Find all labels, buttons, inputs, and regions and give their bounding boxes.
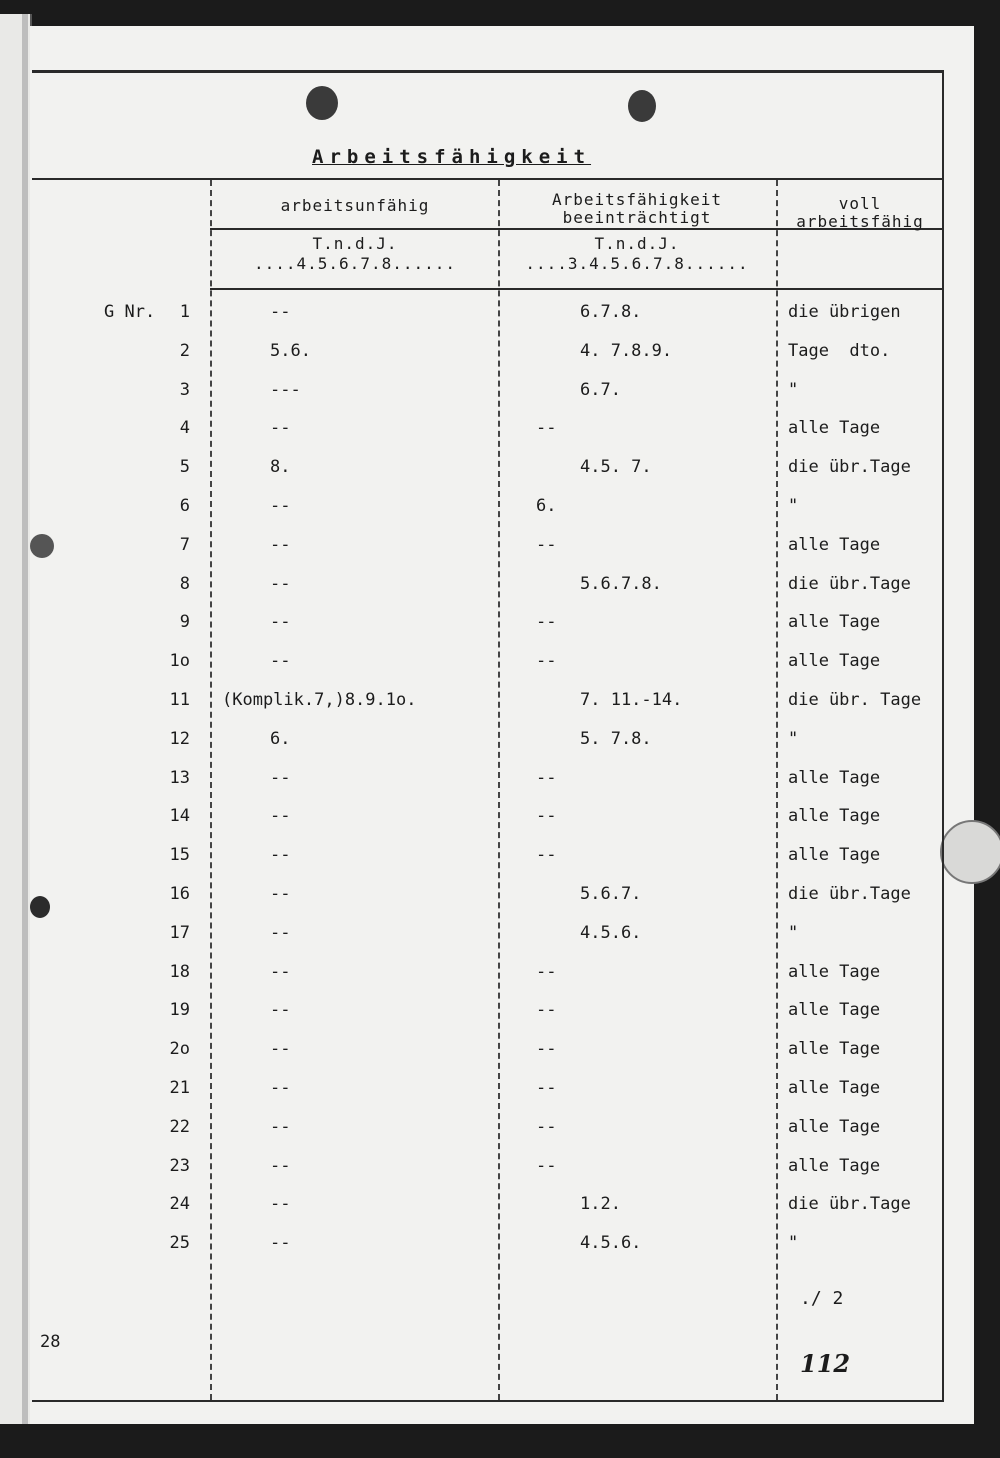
ink-blot-stamp-right: [628, 90, 656, 122]
row-number: 3: [179, 380, 190, 400]
cell-beeintraechtigt: --: [536, 768, 557, 788]
cell-arbeitsunfaehig: 6.: [270, 729, 291, 749]
cell-beeintraechtigt: 6.7.8.: [580, 302, 642, 322]
cell-beeintraechtigt: 6.: [536, 496, 557, 516]
subheader-col1-days: ....4.5.6.7.8......: [253, 254, 457, 273]
cell-beeintraechtigt: --: [536, 806, 557, 826]
cell-arbeitsunfaehig: 5.6.: [270, 341, 311, 361]
cell-beeintraechtigt: --: [536, 418, 557, 438]
row-number: 5: [179, 457, 190, 477]
subheader-col2-label: T.n.d.J.: [594, 234, 680, 253]
cell-voll-arbeitsfaehig: die übr.Tage: [788, 457, 911, 477]
cell-beeintraechtigt: --: [536, 651, 557, 671]
cell-voll-arbeitsfaehig: die übr. Tage: [788, 690, 922, 710]
cell-arbeitsunfaehig: --: [270, 651, 291, 671]
cell-voll-arbeitsfaehig: ": [788, 1233, 799, 1253]
cell-beeintraechtigt: 4.5. 7.: [580, 457, 652, 477]
binding-gutter: [22, 14, 28, 1424]
cell-beeintraechtigt: --: [536, 1117, 557, 1137]
paper-clip-mark: [940, 820, 1000, 884]
row-number: 2: [179, 341, 190, 361]
row-number: 16: [169, 884, 190, 904]
right-border-line: [942, 70, 944, 1402]
cell-arbeitsunfaehig: --: [270, 923, 291, 943]
document-page: [30, 26, 974, 1424]
cell-voll-arbeitsfaehig: alle Tage: [788, 845, 881, 865]
cell-arbeitsunfaehig: --: [270, 1233, 291, 1253]
header-top-rule: [32, 178, 944, 180]
row-number: 12: [169, 729, 190, 749]
row-number: 1: [179, 302, 190, 322]
bottom-border-line: [32, 1400, 944, 1402]
column-divider-2: [498, 180, 500, 1400]
row-number: 8: [179, 574, 190, 594]
row-number: 9: [179, 612, 190, 632]
row-number: 22: [169, 1117, 190, 1137]
cell-voll-arbeitsfaehig: die übr.Tage: [788, 1194, 911, 1214]
cell-voll-arbeitsfaehig: ": [788, 496, 799, 516]
row-number: 21: [169, 1078, 190, 1098]
cell-arbeitsunfaehig: --: [270, 884, 291, 904]
cell-beeintraechtigt: --: [536, 1078, 557, 1098]
cell-arbeitsunfaehig: --: [270, 535, 291, 555]
cell-voll-arbeitsfaehig: alle Tage: [788, 962, 881, 982]
header-beeintraechtigt-line1: Arbeitsfähigkeit: [551, 190, 723, 209]
row-number: 2o: [169, 1039, 190, 1059]
row-number: 15: [169, 845, 190, 865]
cell-voll-arbeitsfaehig: die übr.Tage: [788, 884, 911, 904]
cell-voll-arbeitsfaehig: Tage dto.: [788, 341, 891, 361]
cell-voll-arbeitsfaehig: alle Tage: [788, 535, 881, 555]
cell-voll-arbeitsfaehig: ": [788, 923, 799, 943]
header-voll-line2: arbeitsfähig: [796, 212, 924, 231]
column-divider-3: [776, 180, 778, 1400]
cell-voll-arbeitsfaehig: die übrigen: [788, 302, 901, 322]
cell-arbeitsunfaehig: --: [270, 1194, 291, 1214]
cell-beeintraechtigt: --: [536, 962, 557, 982]
cell-arbeitsunfaehig: 8.: [270, 457, 291, 477]
cell-voll-arbeitsfaehig: alle Tage: [788, 1156, 881, 1176]
document-title: Arbeitsfähigkeit: [312, 146, 592, 168]
row-number: 23: [169, 1156, 190, 1176]
cell-arbeitsunfaehig: (Komplik.7,)8.9.1o.: [222, 690, 417, 710]
handwritten-folio-number: 112: [800, 1349, 851, 1378]
page-number: 28: [40, 1332, 61, 1352]
cell-arbeitsunfaehig: --: [270, 612, 291, 632]
row-number: 1o: [169, 651, 190, 671]
row-number: 7: [179, 535, 190, 555]
cell-beeintraechtigt: 5.6.7.8.: [580, 574, 662, 594]
cell-voll-arbeitsfaehig: alle Tage: [788, 418, 881, 438]
cell-arbeitsunfaehig: --: [270, 1117, 291, 1137]
column-divider-1: [210, 180, 212, 1400]
cell-arbeitsunfaehig: --: [270, 1078, 291, 1098]
cell-voll-arbeitsfaehig: ": [788, 380, 799, 400]
cell-arbeitsunfaehig: ---: [270, 380, 301, 400]
cell-arbeitsunfaehig: --: [270, 768, 291, 788]
row-number: 18: [169, 962, 190, 982]
cell-voll-arbeitsfaehig: alle Tage: [788, 1117, 881, 1137]
cell-arbeitsunfaehig: --: [270, 418, 291, 438]
cell-beeintraechtigt: --: [536, 535, 557, 555]
cell-voll-arbeitsfaehig: alle Tage: [788, 1078, 881, 1098]
cell-beeintraechtigt: --: [536, 1156, 557, 1176]
cell-arbeitsunfaehig: --: [270, 574, 291, 594]
cell-voll-arbeitsfaehig: ": [788, 729, 799, 749]
punch-hole-top: [30, 534, 54, 558]
cell-beeintraechtigt: 5. 7.8.: [580, 729, 652, 749]
row-number: 13: [169, 768, 190, 788]
row-number: 4: [179, 418, 190, 438]
cell-arbeitsunfaehig: --: [270, 845, 291, 865]
subheader-col1-label: T.n.d.J.: [312, 234, 398, 253]
top-border-line: [32, 70, 944, 73]
cell-arbeitsunfaehig: --: [270, 496, 291, 516]
header-beeintraechtigt-line2: beeinträchtigt: [562, 208, 712, 227]
cell-voll-arbeitsfaehig: alle Tage: [788, 1039, 881, 1059]
cell-arbeitsunfaehig: --: [270, 1039, 291, 1059]
row-number: 11: [169, 690, 190, 710]
cell-voll-arbeitsfaehig: alle Tage: [788, 806, 881, 826]
cell-arbeitsunfaehig: --: [270, 1156, 291, 1176]
row-number: 17: [169, 923, 190, 943]
ink-blot-stamp-left: [306, 86, 338, 120]
cell-arbeitsunfaehig: --: [270, 962, 291, 982]
cell-arbeitsunfaehig: --: [270, 806, 291, 826]
cell-beeintraechtigt: 4. 7.8.9.: [580, 341, 673, 361]
row-number: 25: [169, 1233, 190, 1253]
cell-voll-arbeitsfaehig: alle Tage: [788, 768, 881, 788]
cell-voll-arbeitsfaehig: die übr.Tage: [788, 574, 911, 594]
row-prefix: G Nr.: [104, 302, 156, 322]
cell-beeintraechtigt: 1.2.: [580, 1194, 621, 1214]
punch-hole-bottom: [30, 896, 50, 918]
cell-voll-arbeitsfaehig: alle Tage: [788, 612, 881, 632]
cell-beeintraechtigt: 4.5.6.: [580, 923, 642, 943]
cell-beeintraechtigt: 5.6.7.: [580, 884, 642, 904]
row-number: 24: [169, 1194, 190, 1214]
header-arbeitsunfaehig: arbeitsunfähig: [280, 196, 430, 215]
subheader-col2-days: ....3.4.5.6.7.8......: [525, 254, 749, 273]
cell-beeintraechtigt: --: [536, 1039, 557, 1059]
row-number: 19: [169, 1000, 190, 1020]
cell-arbeitsunfaehig: --: [270, 1000, 291, 1020]
cell-voll-arbeitsfaehig: alle Tage: [788, 1000, 881, 1020]
cell-beeintraechtigt: --: [536, 1000, 557, 1020]
header-voll-line1: voll: [838, 194, 882, 213]
cell-arbeitsunfaehig: --: [270, 302, 291, 322]
continuation-mark: ./ 2: [800, 1288, 844, 1309]
cell-voll-arbeitsfaehig: alle Tage: [788, 651, 881, 671]
cell-beeintraechtigt: --: [536, 612, 557, 632]
header-bottom-rule: [210, 288, 944, 290]
cell-beeintraechtigt: 4.5.6.: [580, 1233, 642, 1253]
row-number: 14: [169, 806, 190, 826]
row-number: 6: [179, 496, 190, 516]
cell-beeintraechtigt: --: [536, 845, 557, 865]
cell-beeintraechtigt: 6.7.: [580, 380, 621, 400]
cell-beeintraechtigt: 7. 11.-14.: [580, 690, 683, 710]
